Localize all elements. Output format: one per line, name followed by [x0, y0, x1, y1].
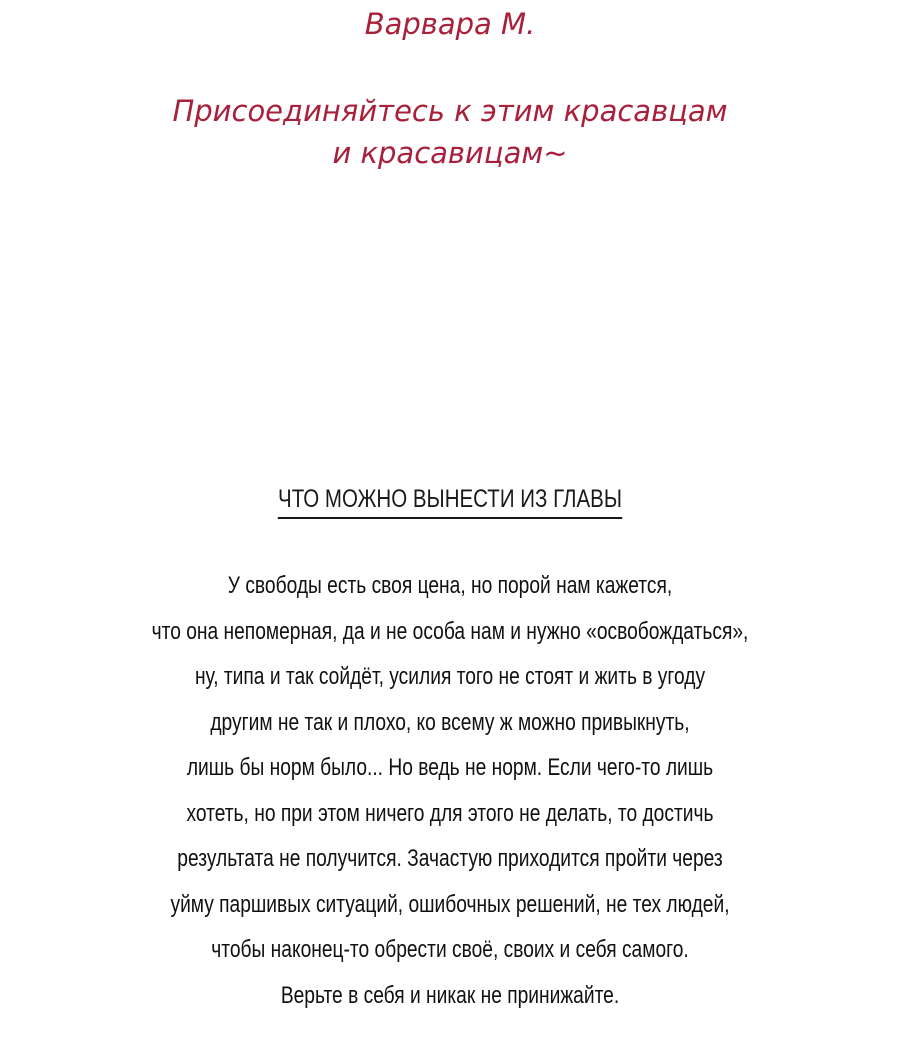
takeaway-line: другим не так и плохо, ко всему ж можно привыкнуть,: [210, 708, 690, 736]
takeaway-paragraph: [0, 563, 900, 1018]
takeaway-line: У свободы есть своя цена, но порой нам кажется,: [227, 572, 673, 599]
invitation-line-2: и красавицам~: [332, 136, 568, 170]
takeaway-line: ну, типа и так сойдёт, усилия того не стоят и жить в угоду: [194, 663, 706, 690]
takeaway-line: уйму паршивых ситуаций, ошибочных решений, не тех людей,: [170, 890, 730, 918]
invitation-text: [0, 90, 900, 174]
takeaway-line: Верьте в себя и никак не принижайте.: [280, 981, 620, 1009]
takeaway-line: хотеть, но при этом ничего для этого не делать, то достичь: [186, 799, 714, 827]
invitation-line-1: Присоединяйтесь к этим красавцам: [172, 94, 728, 128]
takeaway-heading-text: ЧТО МОЖНО ВЫНЕСТИ ИЗ ГЛАВЫ: [278, 482, 622, 519]
takeaway-line: что она непомерная, да и не особа нам и нужно «освобождаться»,: [151, 617, 749, 645]
author-name: Варвара М.: [364, 7, 536, 41]
takeaway-line: чтобы наконец-то обрести своё, своих и себя самого.: [211, 936, 689, 963]
takeaway-heading: [81, 482, 819, 519]
takeaway-line: результата не получится. Зачастую приходится пройти через: [177, 845, 723, 872]
takeaway-line: лишь бы норм было... Но ведь не норм. Если чего-то лишь: [186, 754, 714, 781]
